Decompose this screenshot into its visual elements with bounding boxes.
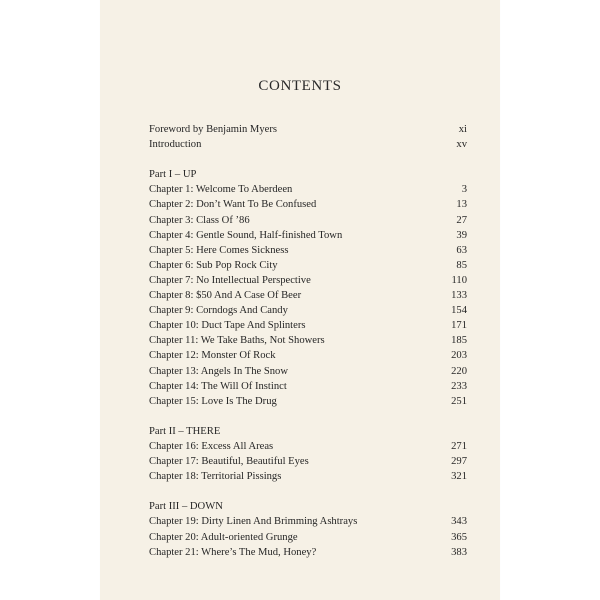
toc-entry-page: 110 — [451, 274, 467, 286]
toc-entry-page: 27 — [456, 214, 467, 226]
part-heading: Part I – UP — [149, 169, 197, 181]
toc-entry-page: 185 — [451, 335, 467, 347]
toc-entry-label: Chapter 21: Where’s The Mud, Honey? — [149, 546, 317, 558]
toc-entry-label: Chapter 17: Beautiful, Beautiful Eyes — [149, 456, 309, 468]
toc-entry-page: xv — [456, 139, 467, 151]
toc-entry-page: xi — [458, 124, 467, 135]
toc-entry-page: 343 — [451, 516, 467, 528]
toc-entry — [149, 469, 467, 484]
toc-entry-label: Chapter 2: Don’t Want To Be Confused — [149, 199, 317, 211]
toc-entry-page: 251 — [451, 395, 467, 407]
toc-entry-label: Foreword by Benjamin Myers — [149, 124, 277, 135]
toc-entry-page: 365 — [451, 531, 467, 543]
toc-entry — [149, 530, 467, 545]
toc-entry-label: Chapter 3: Class Of ’86 — [149, 214, 250, 226]
toc-entry-page: 154 — [451, 305, 467, 317]
spacer — [149, 484, 467, 499]
toc-entry — [149, 243, 467, 258]
toc-entry — [149, 228, 467, 243]
toc-entry-label: Chapter 16: Excess All Areas — [149, 440, 274, 452]
toc-entry — [149, 273, 467, 288]
toc-entry-label: Chapter 1: Welcome To Aberdeen — [149, 184, 293, 196]
toc-entry — [149, 197, 467, 212]
toc-entry-page: 297 — [451, 456, 467, 468]
toc-entry-page: 13 — [456, 199, 467, 211]
toc-entry — [149, 318, 467, 333]
toc-entry-label: Chapter 10: Duct Tape And Splinters — [149, 320, 306, 332]
toc-entry — [149, 333, 467, 348]
table-of-contents — [149, 122, 467, 560]
toc-entry-label: Chapter 7: No Intellectual Perspective — [149, 274, 311, 286]
toc-entry-page: 85 — [456, 259, 467, 271]
toc-entry-label: Chapter 5: Here Comes Sickness — [149, 244, 289, 256]
toc-entry-label: Chapter 4: Gentle Sound, Half-finished Town — [149, 229, 343, 241]
toc-entry-page: 63 — [456, 244, 467, 256]
toc-entry-page: 233 — [451, 380, 467, 392]
toc-entry-label: Chapter 6: Sub Pop Rock City — [149, 259, 278, 271]
toc-entry-page: 321 — [451, 471, 467, 483]
toc-entry — [149, 379, 467, 394]
toc-entry-label: Chapter 19: Dirty Linen And Brimming Ashtrays — [149, 516, 358, 528]
toc-entry — [149, 439, 467, 454]
spacer — [149, 152, 467, 167]
toc-entry-page: 171 — [451, 320, 467, 332]
part-heading: Part II – THERE — [149, 425, 221, 437]
contents-title: CONTENTS — [258, 78, 342, 94]
toc-entry — [149, 182, 467, 197]
toc-entry-page: 220 — [451, 365, 467, 377]
toc-entry — [149, 454, 467, 469]
toc-entry-page: 203 — [451, 350, 467, 362]
toc-entry-label: Chapter 8: $50 And A Case Of Beer — [149, 290, 302, 302]
toc-entry-page: 39 — [456, 229, 467, 241]
toc-entry — [149, 394, 467, 409]
toc-entry-label: Chapter 13: Angels In The Snow — [149, 365, 288, 377]
toc-entry-page: 383 — [451, 546, 467, 558]
toc-entry-label: Chapter 12: Monster Of Rock — [149, 350, 276, 362]
spacer — [149, 409, 467, 424]
toc-entry — [149, 213, 467, 228]
toc-entry-page: 133 — [451, 290, 467, 302]
toc-entry-page: 271 — [451, 440, 467, 452]
toc-entry — [149, 348, 467, 363]
toc-entry-label: Chapter 11: We Take Baths, Not Showers — [149, 335, 325, 347]
toc-entry — [149, 514, 467, 529]
toc-entry-label: Introduction — [149, 139, 202, 151]
toc-entry-label: Chapter 15: Love Is The Drug — [149, 395, 277, 407]
book-page — [100, 0, 500, 600]
part-heading: Part III – DOWN — [149, 501, 223, 513]
toc-entry-label: Chapter 20: Adult-oriented Grunge — [149, 531, 298, 543]
toc-entry-page: 3 — [461, 184, 467, 196]
toc-entry — [149, 364, 467, 379]
toc-entry — [149, 303, 467, 318]
toc-entry-label: Chapter 9: Corndogs And Candy — [149, 305, 288, 317]
toc-entry — [149, 258, 467, 273]
toc-entry-label: Chapter 18: Territorial Pissings — [149, 471, 282, 483]
toc-entry — [149, 288, 467, 303]
toc-entry-introduction — [149, 137, 467, 152]
toc-entry-foreword — [149, 122, 467, 137]
toc-entry-label: Chapter 14: The Will Of Instinct — [149, 380, 287, 392]
toc-entry — [149, 545, 467, 560]
